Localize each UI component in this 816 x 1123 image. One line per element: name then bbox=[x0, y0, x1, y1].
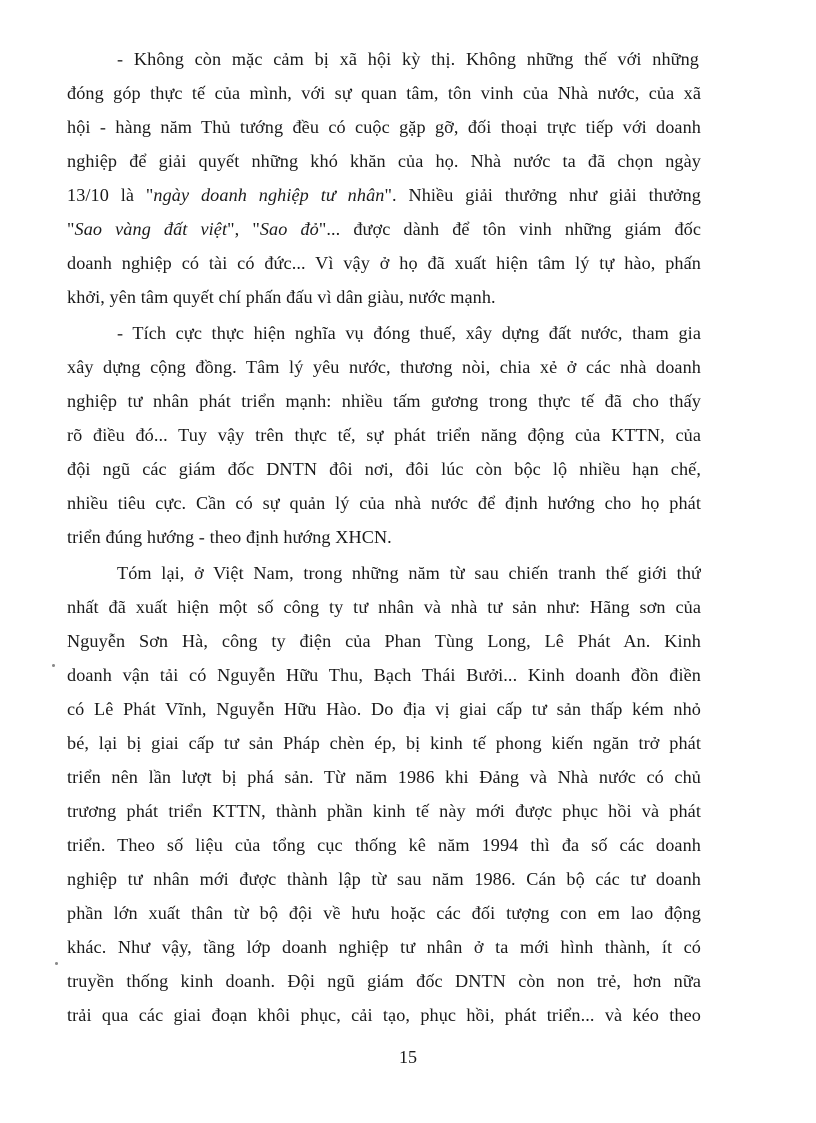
text-line: triển nên lần lượt bị phá sản. Từ năm 1986 khi Đảng và Nhà nước có chủ bbox=[67, 767, 701, 787]
text-line: có Lê Phát Vĩnh, Nguyễn Hữu Hào. Do địa vị giai cấp tư sản thấp kém nhỏ bbox=[67, 699, 701, 719]
text-line: - Tích cực thực hiện nghĩa vụ đóng thuế, xây dựng đất nước, tham gia bbox=[117, 323, 701, 343]
text-line: trải qua các giai đoạn khôi phục, cải tạo, phục hồi, phát triển... và kéo theo bbox=[67, 1005, 701, 1025]
text-line: - Không còn mặc cảm bị xã hội kỳ thị. Không những thế với những bbox=[117, 49, 699, 69]
text-line: nghiệp tư nhân phát triển mạnh: nhiều tấm gương trong thực tế đã cho thấy bbox=[67, 391, 701, 411]
text-line: triển. Theo số liệu của tổng cục thống kê năm 1994 thì đa số các doanh bbox=[67, 835, 701, 855]
text-line: bé, lại bị giai cấp tư sản Pháp chèn ép, bị kinh tế phong kiến ngăn trở phát bbox=[67, 733, 701, 753]
italic-phrase: Sao vàng đất việt bbox=[74, 219, 228, 239]
text-line: trương phát triển KTTN, thành phần kinh tế này mới được phục hồi và phát bbox=[67, 801, 701, 821]
text-line: nghiệp để giải quyết những khó khăn của họ. Nhà nước ta đã chọn ngày bbox=[67, 151, 701, 171]
italic-phrase: Sao đỏ bbox=[259, 219, 319, 239]
text-line: Nguyễn Sơn Hà, công ty điện của Phan Tùng Long, Lê Phát An. Kinh bbox=[67, 631, 701, 651]
text-line: hội - hàng năm Thủ tướng đều có cuộc gặp gỡ, đối thoại trực tiếp với doanh bbox=[67, 117, 701, 137]
text-line: rõ điều đó... Tuy vậy trên thực tế, sự phát triển năng động của KTTN, của bbox=[67, 425, 701, 445]
italic-phrase: ngày doanh nghiệp tư nhân bbox=[153, 185, 385, 205]
text-line: đóng góp thực tế của mình, với sự quan tâm, tôn vinh của Nhà nước, của xã bbox=[67, 83, 701, 103]
text-line: Tóm lại, ở Việt Nam, trong những năm từ sau chiến tranh thế giới thứ bbox=[117, 563, 701, 583]
text-line: doanh vận tải có Nguyễn Hữu Thu, Bạch Thái Bưởi... Kinh doanh đồn điền bbox=[67, 665, 701, 685]
text-line: truyền thống kinh doanh. Đội ngũ giám đốc DNTN còn non trẻ, hơn nữa bbox=[67, 971, 701, 991]
text-line: đội ngũ các giám đốc DNTN đôi nơi, đôi lúc còn bộc lộ nhiều hạn chế, bbox=[67, 459, 701, 479]
text-line: nghiệp tư nhân mới được thành lập từ sau năm 1986. Cán bộ các tư doanh bbox=[67, 869, 701, 889]
text-line: doanh nghiệp có tài có đức... Vì vậy ở họ đã xuất hiện tâm lý tự hào, phấn bbox=[67, 253, 701, 273]
text-line-with-italic: "Sao vàng đất việt", "Sao đỏ"... được dành để tôn vinh những giám đốc bbox=[67, 219, 701, 239]
page-number: 15 bbox=[399, 1047, 417, 1067]
scan-speck bbox=[55, 962, 58, 965]
text-line-with-italic: 13/10 là "ngày doanh nghiệp tư nhân". Nhiều giải thưởng như giải thưởng bbox=[67, 185, 701, 205]
text-line: khởi, yên tâm quyết chí phấn đấu vì dân giàu, nước mạnh. bbox=[67, 287, 496, 307]
text-line: triển đúng hướng - theo định hướng XHCN. bbox=[67, 527, 392, 547]
scan-speck bbox=[52, 664, 55, 667]
text-line: khác. Như vậy, tầng lớp doanh nghiệp tư nhân ở ta mới hình thành, ít có bbox=[67, 937, 701, 957]
text-line: nhiều tiêu cực. Cần có sự quản lý của nhà nước để định hướng cho họ phát bbox=[67, 493, 701, 513]
text-line: nhất đã xuất hiện một số công ty tư nhân và nhà tư sản như: Hãng sơn của bbox=[67, 597, 701, 617]
text-line: xây dựng cộng đồng. Tâm lý yêu nước, thương nòi, chia xẻ ở các nhà doanh bbox=[67, 357, 701, 377]
text-line: phần lớn xuất thân từ bộ đội về hưu hoặc các đối tượng con em lao động bbox=[67, 903, 701, 923]
